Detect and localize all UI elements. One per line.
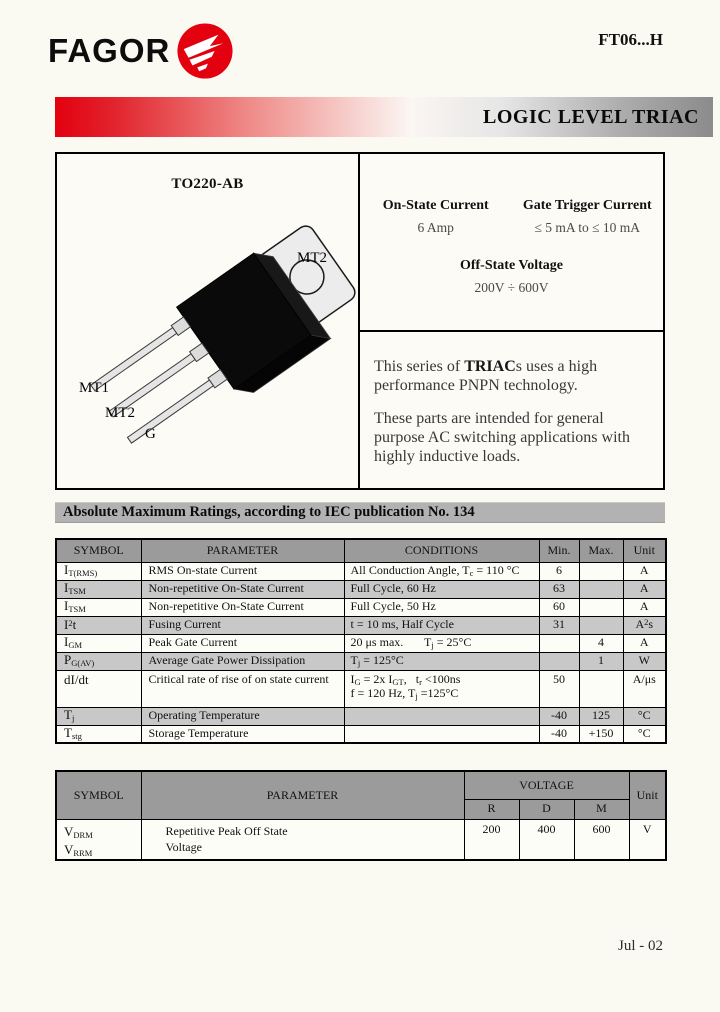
part-number: FT06...H [598,30,663,49]
section-title: Absolute Maximum Ratings, according to IEC publication No. 134 [63,504,475,520]
symbol-cell: $T_j$ [56,707,141,725]
conditions-cell: Full Cycle, 60 Hz [344,580,539,598]
ratings-table-row [56,707,666,725]
col-voltage-r: R [464,799,519,819]
voltage-r-cell: 200 [464,819,519,860]
on-state-current-value: 6 Amp [417,220,454,235]
unit-cell: A [623,598,666,616]
ratings-header-row [56,539,666,562]
unit-cell: A/μs [623,670,666,707]
lead3-label: G [145,426,156,442]
col-parameter: PARAMETER [141,771,464,819]
lead1-label: MT1 [79,380,109,396]
col-parameter: PARAMETER [141,539,344,562]
lead2-label: MT2 [105,405,135,421]
ratings-table-row [56,634,666,652]
symbol-cell: $I^2t$ [56,616,141,634]
col-symbol: SYMBOL [56,771,141,819]
overview-box [55,152,665,490]
parameter-cell: Peak Gate Current [141,634,344,652]
ratings-table-row [56,598,666,616]
symbol-cell: dI/dt [56,670,141,707]
max-cell: 1 [579,652,623,670]
section-header-bar [55,502,665,523]
on-state-current-block [360,198,512,236]
symbol-cell: $P_{G(AV)}$ [56,652,141,670]
col-unit: Unit [629,771,666,819]
parameter-cell: Fusing Current [141,616,344,634]
col-symbol: SYMBOL [56,539,141,562]
voltage-m-cell: 600 [574,819,629,860]
ratings-table-row [56,580,666,598]
symbol-cell: $V_{DRM}$ $V_{RRM}$ [56,819,141,860]
description-text: This series of [374,358,465,375]
min-cell: 6 [539,562,579,580]
description-paragraph-2: These parts are intended for general purpose AC switching applications with highly inductive loads. [374,410,630,465]
min-cell [539,652,579,670]
max-cell [579,598,623,616]
min-cell: 31 [539,616,579,634]
conditions-cell: $T_j = 125^\circ C$ [344,652,539,670]
description-cell [360,332,663,488]
max-cell [579,562,623,580]
package-title: TO220-AB [171,176,244,192]
unit-cell: A [623,634,666,652]
col-min: Min. [539,539,579,562]
unit-cell: W [623,652,666,670]
parameter-cell: Operating Temperature [141,707,344,725]
description-paragraph-1 [374,358,647,395]
parameter-cell: Storage Temperature [141,725,344,743]
ratings-table-body [56,562,666,743]
conditions-cell: Full Cycle, 50 Hz [344,598,539,616]
ratings-table-row [56,562,666,580]
fagor-logo [48,22,234,80]
symbol-cell: $I_{T(RMS)}$ [56,562,141,580]
conditions-cell: All Conduction Angle, $T_c = 110$ °C [344,562,539,580]
symbol-cell: $T_{stg}$ [56,725,141,743]
col-voltage-m: M [574,799,629,819]
gate-trigger-current-value: ≤ 5 mA to ≤ 10 mA [534,220,641,235]
unit-cell: $A^2s$ [623,616,666,634]
on-state-current-label: On-State Current [382,198,489,213]
voltage-table [55,770,667,861]
conditions-cell: t = 10 ms, Half Cycle [344,616,539,634]
off-state-voltage-block [360,258,663,296]
symbol-cell: $I_{TSM}$ [56,598,141,616]
col-unit: Unit [623,539,666,562]
description-text: s uses a high performance PNPN technology. [374,358,598,394]
brand-name: FAGOR [48,31,171,70]
summary-column [360,154,663,488]
col-conditions: CONDITIONS [344,539,539,562]
voltage-data-row [56,819,666,860]
gate-trigger-current-block [512,198,664,236]
max-cell [579,616,623,634]
max-cell: 125 [579,707,623,725]
key-features-cell [360,154,663,332]
parameter-cell: Non-repetitive On-State Current [141,598,344,616]
conditions-cell [344,707,539,725]
ratings-table-row [56,616,666,634]
min-cell: 60 [539,598,579,616]
ratings-table-row [56,725,666,743]
ratings-table-row [56,670,666,707]
parameter-cell: Non-repetitive On-State Current [141,580,344,598]
package-drawing-cell [57,154,360,488]
max-cell: +150 [579,725,623,743]
unit-cell: A [623,562,666,580]
parameter-cell: Average Gate Power Dissipation [141,652,344,670]
ratings-table [55,538,667,744]
min-cell: -40 [539,707,579,725]
min-cell: 50 [539,670,579,707]
conditions-cell [344,725,539,743]
parameter-cell: RMS On-state Current [141,562,344,580]
voltage-header-row-1 [56,771,666,799]
voltage-d-cell: 400 [519,819,574,860]
unit-cell: V [629,819,666,860]
gate-trigger-current-label: Gate Trigger Current [522,198,652,213]
unit-cell: A [623,580,666,598]
ratings-table-row [56,652,666,670]
symbol-cell: $I_{GM}$ [56,634,141,652]
unit-cell: °C [623,725,666,743]
description-bold-term: TRIAC [464,358,516,375]
max-cell [579,580,623,598]
conditions-cell: 20 μs max. $T_j = 25^\circ C$ [344,634,539,652]
unit-cell: °C [623,707,666,725]
max-cell: 4 [579,634,623,652]
min-cell: 63 [539,580,579,598]
conditions-cell: $I_G = 2x$ $I_{GT}$, $t_r <100ns$ f = 120 Hz, $T_j =125^\circ C$ [344,670,539,707]
to220-package-drawing [57,154,360,488]
parameter-cell: Critical rate of rise of on state current [141,670,344,707]
max-cell [579,670,623,707]
off-state-voltage-value: 200V ÷ 600V [474,280,549,295]
col-voltage-d: D [519,799,574,819]
min-cell: -40 [539,725,579,743]
title-banner [55,97,713,137]
document-title: LOGIC LEVEL TRIAC [483,105,699,128]
col-max: Max. [579,539,623,562]
off-state-voltage-label: Off-State Voltage [459,258,564,273]
revision-date: Jul - 02 [618,938,663,954]
col-voltage: VOLTAGE [464,771,629,799]
fagor-logo-icon [176,22,234,80]
symbol-cell: $I_{TSM}$ [56,580,141,598]
min-cell [539,634,579,652]
tab-label: MT2 [297,250,327,266]
parameter-cell: Repetitive Peak Off State Voltage [141,819,464,860]
